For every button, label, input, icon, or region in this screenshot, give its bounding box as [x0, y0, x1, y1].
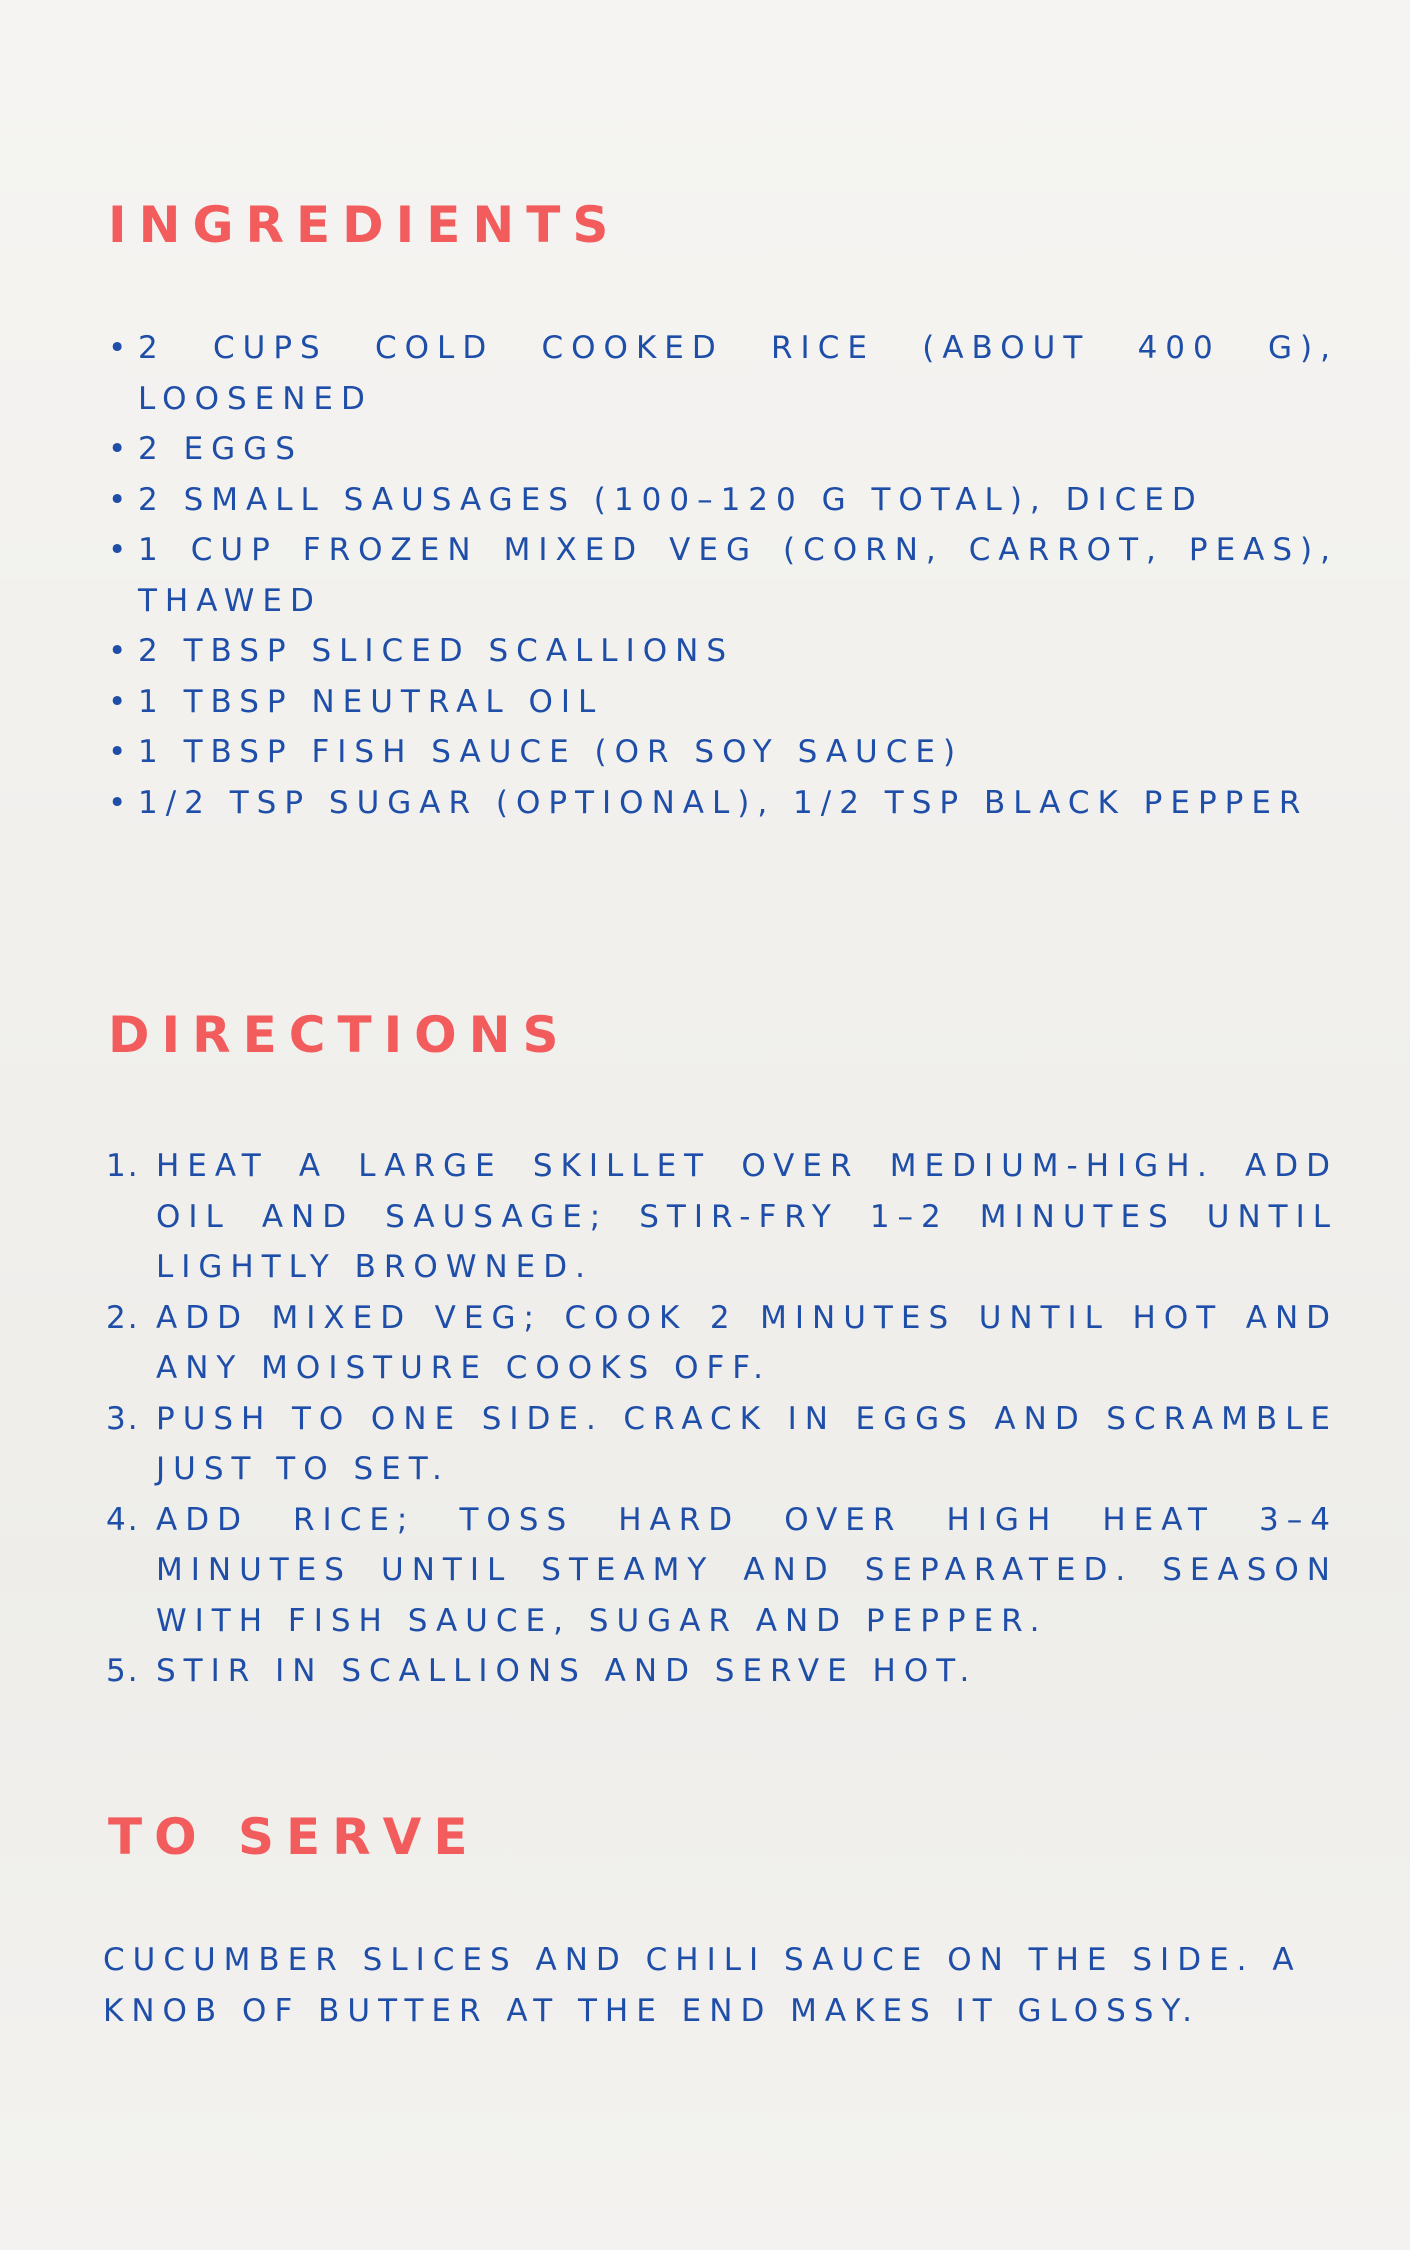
- step-number: 4.: [106, 1501, 140, 1538]
- list-item: • 1 TBSP FISH SAUCE (OR SOY SAUCE): [138, 727, 1338, 778]
- to-serve-heading: TO SERVE: [108, 1808, 480, 1866]
- step-number: 1.: [106, 1148, 140, 1184]
- step-text: PUSH TO ONE SIDE. CRACK IN EGGS AND SCRAMBLE JUST TO SET.: [156, 1400, 1338, 1487]
- directions-heading: DIRECTIONS: [108, 1006, 571, 1064]
- direction-step: [106, 1394, 1338, 1495]
- list-item: • 2 SMALL SAUSAGES (100–120 G TOTAL), DICED: [138, 475, 1338, 526]
- list-item: • 2 CUPS COLD COOKED RICE (ABOUT 400 G), LOOSENED: [138, 323, 1338, 424]
- list-item: • 1 TBSP NEUTRAL OIL: [138, 677, 1338, 728]
- step-text: STIR IN SCALLIONS AND SERVE HOT.: [156, 1653, 978, 1689]
- direction-step: [106, 1646, 1338, 1697]
- step-text: ADD MIXED VEG; COOK 2 MINUTES UNTIL HOT AND ANY MOISTURE COOKS OFF.: [156, 1299, 1338, 1386]
- step-number: 2.: [106, 1299, 140, 1336]
- list-item: • 1 CUP FROZEN MIXED VEG (CORN, CARROT, PEAS), THAWED: [138, 525, 1338, 626]
- step-number: 5.: [106, 1653, 140, 1689]
- ingredients-heading: INGREDIENTS: [108, 196, 621, 254]
- to-serve-text: CUCUMBER SLICES AND CHILI SAUCE ON THE SIDE. A KNOB OF BUTTER AT THE END MAKES IT GLOSSY.: [103, 1942, 1302, 2029]
- list-item: • 1/2 TSP SUGAR (OPTIONAL), 1/2 TSP BLACK PEPPER: [138, 778, 1338, 829]
- direction-step: [106, 1141, 1338, 1293]
- direction-step: [106, 1293, 1338, 1394]
- direction-step: [106, 1495, 1338, 1647]
- step-number: 3.: [106, 1400, 140, 1437]
- directions-list: [106, 1141, 1338, 1697]
- step-text: ADD RICE; TOSS HARD OVER HIGH HEAT 3–4 MINUTES UNTIL STEAMY AND SEPARATED. SEASON WITH FISH SAUCE, SUGAR AND PEPPER.: [156, 1501, 1338, 1639]
- list-item: • 2 TBSP SLICED SCALLIONS: [138, 626, 1338, 677]
- list-item: • 2 EGGS: [138, 424, 1338, 475]
- ingredients-list: [138, 323, 1338, 828]
- step-text: HEAT A LARGE SKILLET OVER MEDIUM-HIGH. ADD OIL AND SAUSAGE; STIR-FRY 1–2 MINUTES UNTIL LIGHTLY BROWNED.: [156, 1148, 1338, 1285]
